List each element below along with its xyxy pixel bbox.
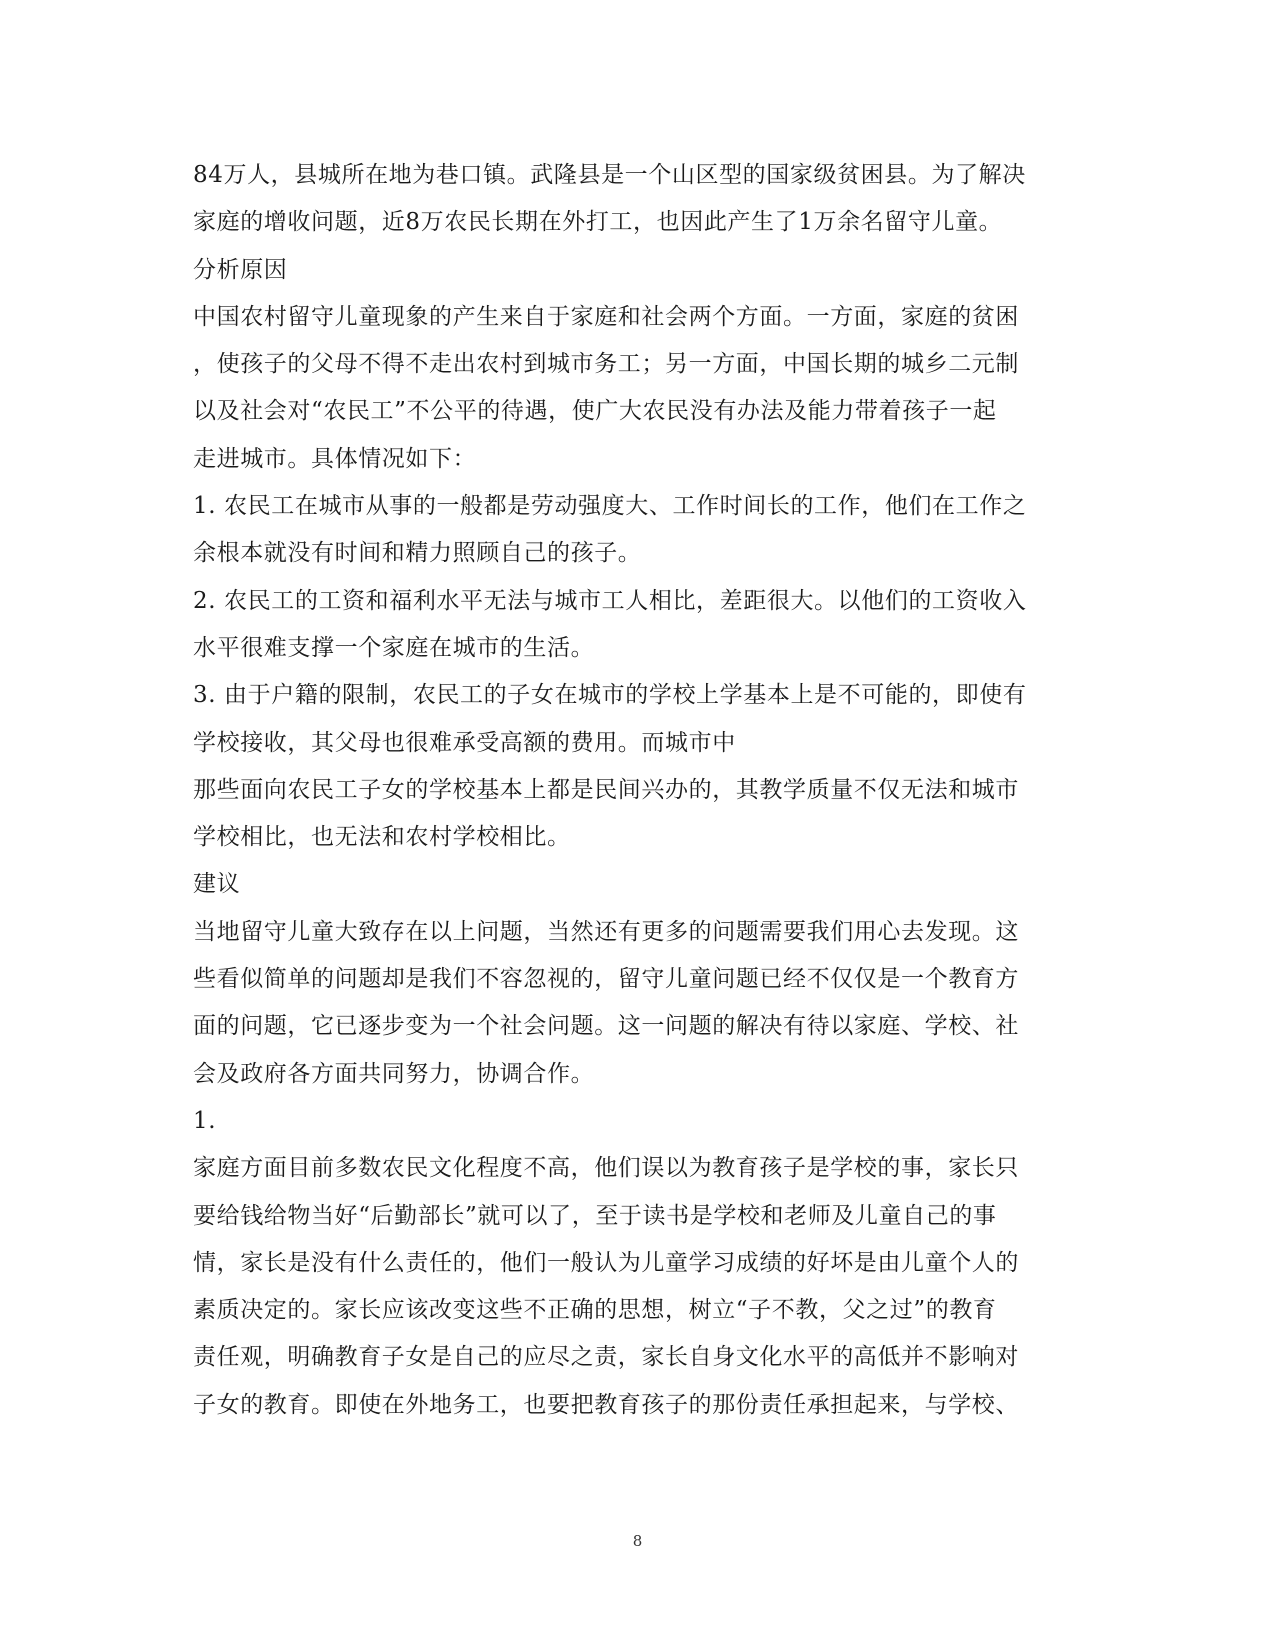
list-number: 1. xyxy=(193,1107,217,1134)
text-line: 会及政府各方面共同努力，协调合作。 xyxy=(193,1060,595,1087)
text-line: 子女的教育。即使在外地务工，也要把教育孩子的那份责任承担起来，与学校、 xyxy=(193,1391,1019,1418)
text-line: 素质决定的。家长应该改变这些不正确的思想，树立“子不教，父之过”的教育 xyxy=(193,1297,997,1324)
text-line: 当地留守儿童大致存在以上问题，当然还有更多的问题需要我们用心去发现。这 xyxy=(193,918,1019,945)
text-line: 以及社会对“农民工”不公平的待遇，使广大农民没有办法及能力带着孩子一起 xyxy=(193,398,997,425)
text-line: 84万人，县城所在地为巷口镇。武隆县是一个山区型的国家级贫困县。为了解决 xyxy=(193,162,1026,188)
text-line: 情，家长是没有什么责任的，他们一般认为儿童学习成绩的好坏是由儿童个人的 xyxy=(193,1249,1019,1276)
page-number: 8 xyxy=(632,1532,643,1550)
text-line: 水平很难支撑一个家庭在城市的生活。 xyxy=(193,634,595,661)
text-line: 学校接收，其父母也很难承受高额的费用。而城市中 xyxy=(193,729,736,756)
text-line: 余根本就没有时间和精力照顾自己的孩子。 xyxy=(193,540,642,567)
text-line: 那些面向农民工子女的学校基本上都是民间兴办的，其教学质量不仅无法和城市 xyxy=(193,776,1019,803)
list-item: 2. 农民工的工资和福利水平无法与城市工人相比，差距很大。以他们的工资收入 xyxy=(193,587,1027,614)
text-line: 走进城市。具体情况如下： xyxy=(193,445,477,472)
text-line: 中国农村留守儿童现象的产生来自于家庭和社会两个方面。一方面，家庭的贫困 xyxy=(193,303,1019,330)
text-line: 家庭的增收问题，近8万农民长期在外打工，也因此产生了1万余名留守儿童。 xyxy=(193,209,1003,236)
text-line: 些看似简单的问题却是我们不容忽视的，留守儿童问题已经不仅仅是一个教育方 xyxy=(193,966,1019,993)
text-line: 要给钱给物当好“后勤部长”就可以了，至于读书是学校和老师及儿童自己的事 xyxy=(193,1202,997,1229)
document-body xyxy=(193,152,1073,1429)
text-line: 家庭方面目前多数农民文化程度不高，他们误以为教育孩子是学校的事，家长只 xyxy=(193,1155,1019,1182)
section-heading: 建议 xyxy=(193,871,241,898)
list-item: 3. 由于户籍的限制，农民工的子女在城市的学校上学基本上是不可能的，即使有 xyxy=(193,682,1027,709)
list-item: 1. 农民工在城市从事的一般都是劳动强度大、工作时间长的工作，他们在工作之 xyxy=(193,493,1027,520)
text-line: ，使孩子的父母不得不走出农村到城市务工；另一方面，中国长期的城乡二元制 xyxy=(193,351,1019,378)
section-heading: 分析原因 xyxy=(193,256,288,283)
text-line: 责任观，明确教育子女是自己的应尽之责，家长自身文化水平的高低并不影响对 xyxy=(193,1344,1019,1371)
text-line: 学校相比，也无法和农村学校相比。 xyxy=(193,824,571,851)
text-line: 面的问题，它已逐步变为一个社会问题。这一问题的解决有待以家庭、学校、社 xyxy=(193,1013,1019,1040)
